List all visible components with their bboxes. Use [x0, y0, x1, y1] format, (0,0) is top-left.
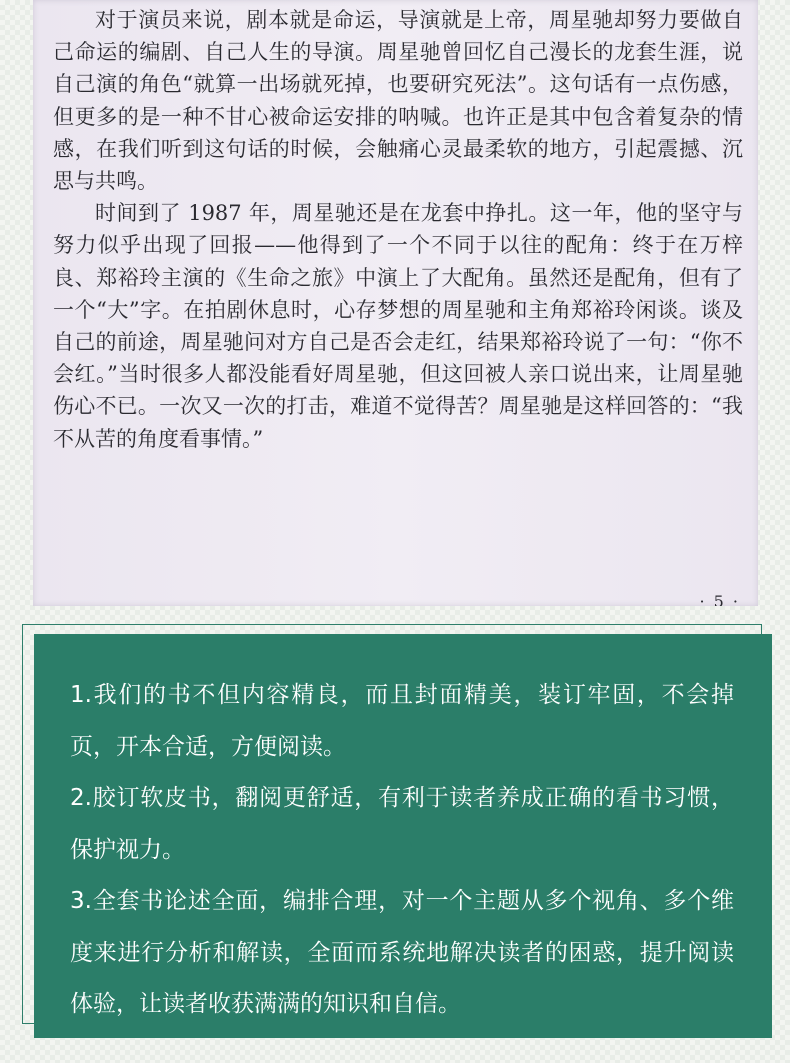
feature-card: [34, 634, 772, 1038]
feature-item-1: 1.我们的书不但内容精良，而且封面精美，装订牢固，不会掉页，开本合适，方便阅读。: [70, 682, 734, 760]
feature-item-2: 2.胶订软皮书，翻阅更舒适，有利于读者养成正确的看书习惯，保护视力。: [70, 785, 734, 863]
book-paragraph-1: 对于演员来说，剧本就是命运，导演就是上帝，周星驰却努力要做自己命运的编剧、自己人生的导演。周星驰曾回忆自己漫长的龙套生涯，说自己演的角色“就算一出场就死掉，也要研究死法”。这句话有一点伤感，但更多的是一种不甘心被命运安排的呐喊。也许正是其中包含着复杂的情感，在我们听到这句话的时候，会触痛心灵最柔软的地方，引起震撼、沉思与共鸣。: [53, 8, 743, 194]
book-paragraph-2: 时间到了 1987 年，周星驰还是在龙套中挣扎。这一年，他的坚守与努力似乎出现了回报——他得到了一个不同于以往的配角：终于在万梓良、郑裕玲主演的《生命之旅》中演上了大配角。虽然还是配角，但有了一个“大”字。在拍剧休息时，心存梦想的周星驰和主角郑裕玲闲谈。谈及自己的前途，周星驰问对方自己是否会走红，结果郑裕玲说了一句：“你不会红。”当时很多人都没能看好周星驰，但这回被人亲口说出来，让周星驰伤心不已。一次又一次的打击，难道不觉得苦？周星驰是这样回答的：“我不从苦的角度看事情。”: [53, 201, 743, 451]
book-page-text: [53, 4, 743, 455]
book-page-photo: [33, 0, 758, 606]
page-number: · 5 ·: [699, 592, 740, 606]
feature-item-3: 3.全套书论述全面，编排合理，对一个主题从多个视角、多个维度来进行分析和解读，全面而系统地解决读者的困惑，提升阅读体验，让读者收获满满的知识和自信。: [70, 888, 734, 1017]
